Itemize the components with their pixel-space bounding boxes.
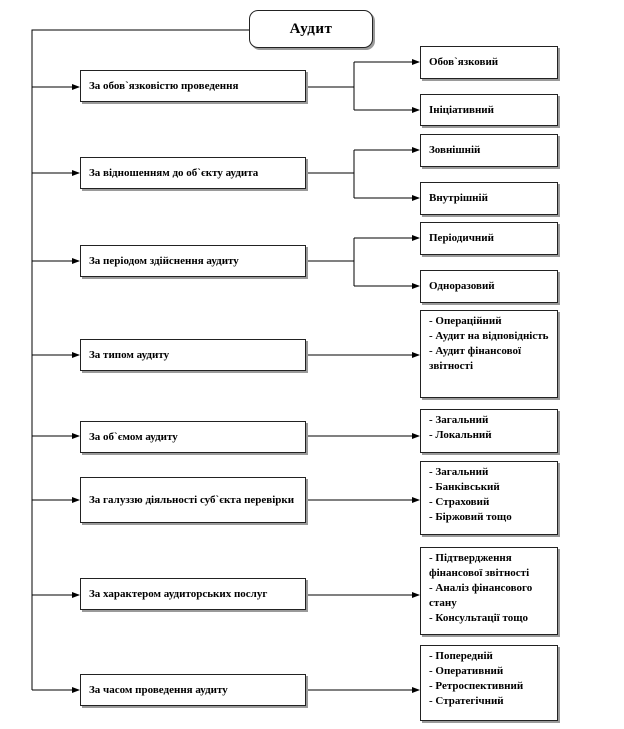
criterion-label: За галуззю діяльності суб`єкта перевірки xyxy=(89,493,295,506)
type-item: Внутрішній xyxy=(429,192,488,204)
type-item: - Оперативний xyxy=(429,665,504,677)
criterion-label: За типом аудиту xyxy=(89,348,170,361)
type-item: - Стратегічний xyxy=(429,695,504,707)
criterion-box-4 xyxy=(80,339,306,371)
type-box-5 xyxy=(420,409,558,453)
type-item: - Підтвердження фінансової звітності xyxy=(429,552,530,579)
criterion-box-6 xyxy=(80,477,306,523)
criterion-box-3 xyxy=(80,245,306,277)
type-item: - Попередній xyxy=(429,650,493,662)
root-node xyxy=(249,10,373,48)
criterion-box-2 xyxy=(80,157,306,189)
type-box-3-2 xyxy=(420,270,558,303)
type-item: - Ретроспективний xyxy=(429,680,524,692)
criterion-label: За характером аудиторських послуг xyxy=(89,587,268,600)
criterion-label: За об`ємом аудиту xyxy=(89,430,178,443)
criterion-box-8 xyxy=(80,674,306,706)
criterion-label: За періодом здійснення аудиту xyxy=(89,254,239,267)
type-item: Ініціативний xyxy=(429,103,494,116)
type-box-1-2 xyxy=(420,94,558,126)
criterion-box-7 xyxy=(80,578,306,610)
criterion-label: За часом проведення аудиту xyxy=(89,683,228,696)
type-item: - Консультації тощо xyxy=(429,612,528,624)
criterion-box-1 xyxy=(80,70,306,102)
type-item: - Страховий xyxy=(429,496,490,508)
criterion-box-5 xyxy=(80,421,306,453)
type-item: - Операційний xyxy=(429,315,502,327)
criterion-label: За обов`язковістю проведення xyxy=(89,79,239,92)
type-item: - Загальний xyxy=(429,466,489,478)
type-item: - Банківський xyxy=(429,481,500,493)
type-item: Обов`язковий xyxy=(429,56,499,68)
type-box-2-2 xyxy=(420,182,558,215)
type-item: Зовнішній xyxy=(429,144,481,156)
type-item: - Аудит на відповідність xyxy=(429,330,549,342)
type-box-8 xyxy=(420,645,558,721)
type-item: - Біржовий тощо xyxy=(429,511,512,523)
type-box-2-1 xyxy=(420,134,558,167)
root-label: Аудит xyxy=(289,20,333,37)
type-item: Одноразовий xyxy=(429,280,495,292)
type-item: - Аудит фінансової звітності xyxy=(429,345,522,372)
type-item: - Локальний xyxy=(429,429,492,441)
type-box-7 xyxy=(420,547,558,635)
type-item: Періодичний xyxy=(429,232,494,244)
type-box-1-1 xyxy=(420,46,558,79)
type-item: - Загальний xyxy=(429,414,489,426)
type-box-6 xyxy=(420,461,558,535)
criterion-label: За відношенням до об`єкту аудита xyxy=(89,166,259,179)
type-box-4 xyxy=(420,310,558,398)
type-item: - Аналіз фінансового стану xyxy=(429,582,533,609)
type-box-3-1 xyxy=(420,222,558,255)
